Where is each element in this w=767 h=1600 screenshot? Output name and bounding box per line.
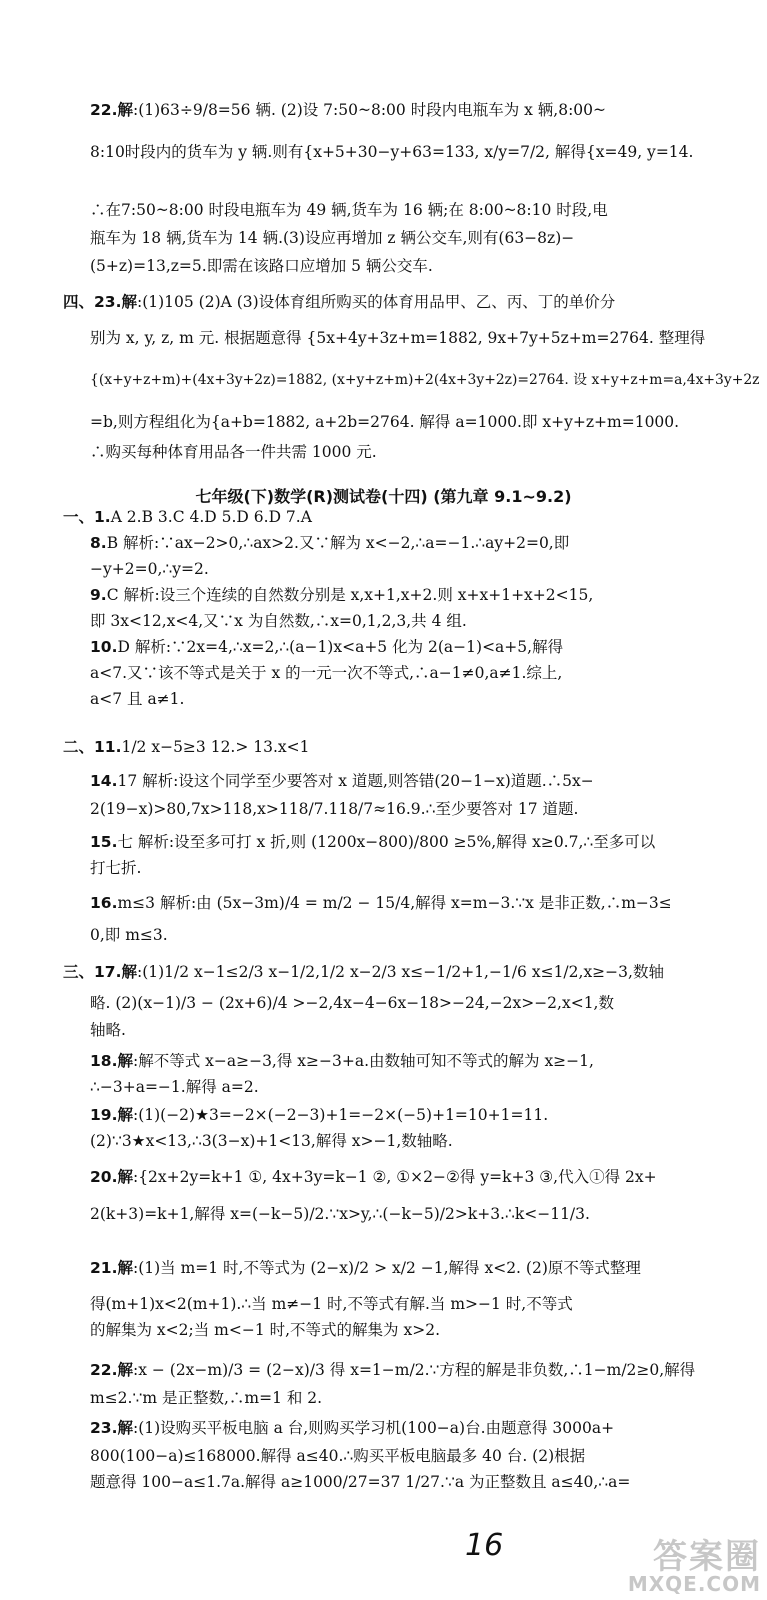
question-number: 一、1. <box>63 508 111 526</box>
answer-line <box>63 292 615 312</box>
answer-text: :x − (2x−m)/3 = (2−x)/3 得 x=1−m/2.∵方程的解是非负数,∴1−m/2≥0,解得 <box>132 1361 696 1379</box>
answer-text: 别为 x, y, z, m 元. 根据题意得 {5x+4y+3z+m=1882, 9x+7y+5z+m=2764. 整理得 <box>90 329 706 347</box>
answer-text: 题意得 100−a≤1.7a.解得 a≥1000/27=37 1/27.∵a 为正整数且 a≤40,∴a= <box>90 1473 631 1491</box>
question-number: 15. <box>90 833 118 851</box>
answer-line <box>90 228 574 248</box>
answer-line <box>90 1294 573 1314</box>
answer-text: ∴−3+a=−1.解得 a=2. <box>90 1078 259 1096</box>
answer-line <box>63 962 664 982</box>
answer-line <box>90 585 593 605</box>
answer-text: 七 解析:设至多可打 x 折,则 (1200x−800)/800 ≥5%,解得 x≥0.7,∴至多可以 <box>117 833 656 851</box>
answer-line <box>90 893 672 913</box>
answer-text: C 解析:设三个连续的自然数分别是 x,x+1,x+2.则 x+x+1+x+2<15, <box>106 586 594 604</box>
question-number: 23.解 <box>90 1419 133 1437</box>
answer-text: 瓶车为 18 辆,货车为 14 辆.(3)设应再增加 z 辆公交车,则有(63−8z)− <box>90 229 575 247</box>
question-number: 10. <box>90 638 118 656</box>
answer-line <box>90 611 467 631</box>
question-number: 二、11. <box>63 738 122 756</box>
answer-text: :{2x+2y=k+1 ①, 4x+3y=k−1 ②, ①×2−②得 y=k+3 ③,代入①得 2x+ <box>132 1168 657 1186</box>
watermark-text-bottom: MXQE.COM <box>627 1572 761 1596</box>
answer-line <box>90 1258 641 1278</box>
answer-line <box>90 1418 614 1438</box>
answer-text: 17 解析:设这个同学至少要答对 x 道题,则答错(20−1−x)道题.∴5x− <box>117 772 594 790</box>
answer-line <box>90 1388 322 1408</box>
question-number: 14. <box>90 772 118 790</box>
answer-text: a<7 且 a≠1. <box>90 690 185 708</box>
answer-text: 即 3x<12,x<4,又∵x 为自然数,∴x=0,1,2,3,共 4 组. <box>90 612 467 630</box>
answer-text: :(1)(−2)★3=−2×(−2−3)+1=−2×(−5)+1=10+1=11. <box>132 1106 549 1124</box>
answer-line <box>90 1167 657 1187</box>
answer-text: −y+2=0,∴y=2. <box>90 560 209 578</box>
answer-text: 800(100−a)≤168000.解得 a≤40.∴购买平板电脑最多 40 台. (2)根据 <box>90 1447 586 1465</box>
answer-text: :解不等式 x−a≥−3,得 x≥−3+a.由数轴可知不等式的解为 x≥−1, <box>132 1052 594 1070</box>
answer-text: :(1)105 (2)A (3)设体育组所购买的体育用品甲、乙、丙、丁的单价分 <box>136 293 616 311</box>
question-number: 8. <box>90 534 107 552</box>
answer-text: A 2.B 3.C 4.D 5.D 6.D 7.A <box>110 508 312 526</box>
answer-line <box>90 256 433 276</box>
answer-text: 8:10时段内的货车为 y 辆.则有{x+5+30−y+63=133, x/y=7/2, 解得{x=49, y=14. <box>90 143 694 161</box>
answer-text: a<7.又∵该不等式是关于 x 的一元一次不等式,∴a−1≠0,a≠1.综上, <box>90 664 563 682</box>
answer-line <box>90 832 655 852</box>
question-number: 9. <box>90 586 107 604</box>
answer-line <box>90 1131 453 1151</box>
answer-line <box>90 1360 695 1380</box>
answer-line <box>90 925 168 945</box>
answer-text: m≤3 解析:由 (5x−3m)/4 = m/2 − 15/4,解得 x=m−3.∵x 是非正数,∴m−3≤ <box>117 894 672 912</box>
answer-text: {(x+y+z+m)+(4x+3y+2z)=1882, (x+y+z+m)+2(4x+3y+2z)=2764. 设 x+y+z+m=a,4x+3y+2z <box>90 372 760 388</box>
question-number: 22.解 <box>90 101 133 119</box>
answer-line <box>90 442 377 462</box>
answer-line <box>90 1105 548 1125</box>
answer-text: m≤2.∵m 是正整数,∴m=1 和 2. <box>90 1389 323 1407</box>
answer-text: 得(m+1)x<2(m+1).∴当 m≠−1 时,不等式有解.当 m>−1 时,不等式 <box>90 1295 573 1313</box>
answer-text: (5+z)=13,z=5.即需在该路口应增加 5 辆公交车. <box>90 257 433 275</box>
page-number: 16 <box>465 1528 504 1563</box>
answer-line <box>90 1446 585 1466</box>
answer-line <box>90 533 569 553</box>
question-number: 22.解 <box>90 1361 133 1379</box>
answer-line <box>90 637 563 657</box>
question-number: 四、23.解 <box>63 293 137 311</box>
answer-text: 2(19−x)>80,7x>118,x>118/7.118/7≈16.9.∴至少要答对 17 道题. <box>90 800 579 818</box>
answer-line <box>63 507 312 527</box>
answer-text: :(1)当 m=1 时,不等式为 (2−x)/2 > x/2 −1,解得 x<2. (2)原不等式整理 <box>132 1259 641 1277</box>
answer-text: =b,则方程组化为{a+b=1882, a+2b=2764. 解得 a=1000.即 x+y+z+m=1000. <box>90 413 680 431</box>
answer-line <box>90 412 679 432</box>
question-number: 三、17.解 <box>63 963 137 981</box>
answer-text: B 解析:∵ax−2>0,∴ax>2.又∵解为 x<−2,∴a=−1.∴ay+2=0,即 <box>106 534 570 552</box>
answer-text: D 解析:∵2x=4,∴x=2,∴(a−1)x<a+5 化为 2(a−1)<a+5,解得 <box>117 638 564 656</box>
answer-line <box>90 663 562 683</box>
answer-text: ∴在7:50~8:00 时段电瓶车为 49 辆,货车为 16 辆;在 8:00~8:10 时段,电 <box>90 201 608 219</box>
answer-text: 打七折. <box>90 859 142 877</box>
question-number: 16. <box>90 894 118 912</box>
answer-text: :(1)设购买平板电脑 a 台,则购买学习机(100−a)台.由题意得 3000a+ <box>132 1419 615 1437</box>
watermark-logo <box>628 1529 761 1596</box>
answer-text: 1/2 x−5≥3 12.> 13.x<1 <box>121 738 310 756</box>
question-number: 21.解 <box>90 1259 133 1277</box>
answer-line <box>90 689 184 709</box>
answer-line <box>90 799 578 819</box>
answer-line <box>90 1472 630 1492</box>
answer-line <box>90 993 614 1013</box>
answer-text: 略. (2)(x−1)/3 − (2x+6)/4 >−2,4x−4−6x−18>−24,−2x>−2,x<1,数 <box>90 994 614 1012</box>
answer-text: 0,即 m≤3. <box>90 926 168 944</box>
answer-text: 2(k+3)=k+1,解得 x=(−k−5)/2.∵x>y,∴(−k−5)/2>k+3.∴k<−11/3. <box>90 1205 590 1223</box>
answer-line <box>90 1077 259 1097</box>
question-number: 20.解 <box>90 1168 133 1186</box>
answer-line <box>90 858 141 878</box>
watermark-text-top: 答案圈 <box>653 1537 761 1577</box>
question-number: 18.解 <box>90 1052 133 1070</box>
answer-text: 轴略. <box>90 1021 126 1039</box>
answer-line <box>90 1204 590 1224</box>
answer-line <box>90 200 608 220</box>
answer-line <box>90 1051 594 1071</box>
answer-text: ∴购买每种体育用品各一件共需 1000 元. <box>90 443 377 461</box>
answer-line <box>90 370 759 390</box>
answer-text: 的解集为 x<2;当 m<−1 时,不等式的解集为 x>2. <box>90 1321 440 1339</box>
answer-text: (2)∵3★x<13,∴3(3−x)+1<13,解得 x>−1,数轴略. <box>90 1132 453 1150</box>
answer-text: :(1)63÷9/8=56 辆. (2)设 7:50~8:00 时段内电瓶车为 x 辆,8:00~ <box>132 101 607 119</box>
answer-line <box>90 328 705 348</box>
section-title: 七年级(下)数学(R)测试卷(十四) (第九章 9.1~9.2) <box>195 487 572 506</box>
answer-line <box>63 737 310 757</box>
answer-line <box>90 100 606 120</box>
answer-text: :(1)1/2 x−1≤2/3 x−1/2,1/2 x−2/3 x≤−1/2+1,−1/6 x≤1/2,x≥−3,数轴 <box>136 963 664 981</box>
answer-line <box>90 1320 440 1340</box>
answer-line <box>90 1020 126 1040</box>
answer-line <box>90 771 594 791</box>
answer-line <box>90 142 693 162</box>
question-number: 19.解 <box>90 1106 133 1124</box>
answer-line <box>90 559 209 579</box>
